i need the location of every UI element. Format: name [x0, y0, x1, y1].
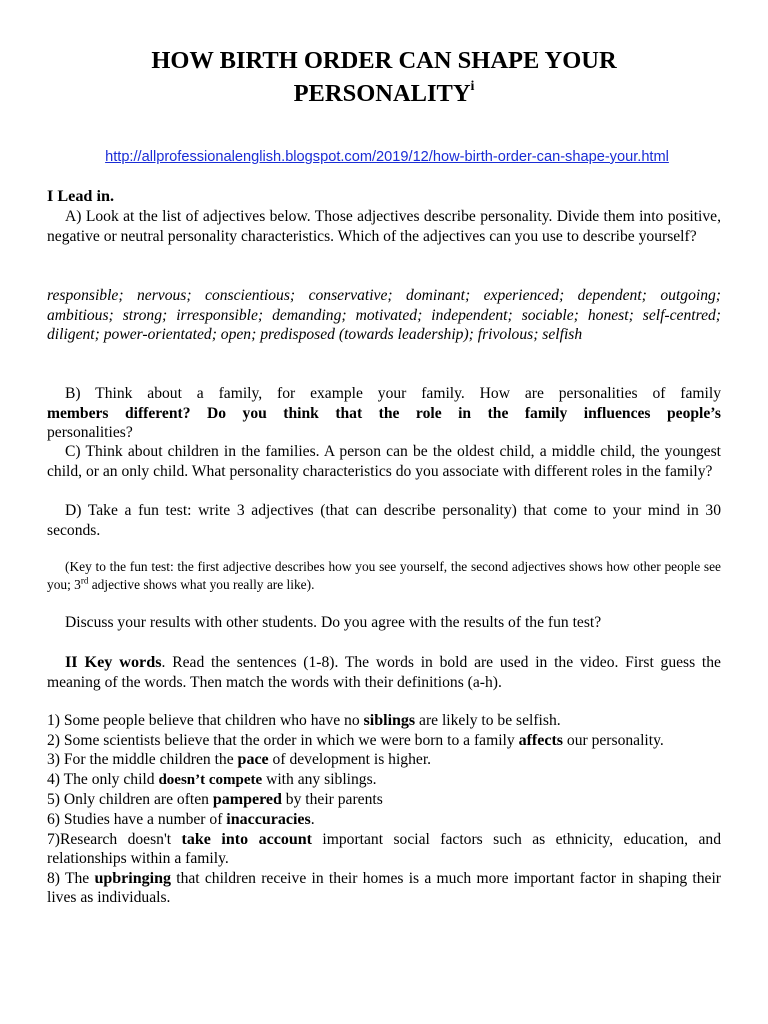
sentence-4: 4) The only child doesn’t compete with any siblings.	[47, 770, 377, 788]
lead-in-heading: I Lead in.	[47, 187, 115, 205]
discuss-text: Discuss your results with other students. Do you agree with the results of the fun test?	[65, 614, 602, 631]
sentence-5: 5) Only children are often pampered by their parents	[47, 791, 383, 809]
sentence-7: 7)Research doesn't take into account important social factors such as ethnicity, education, and relationships within a family.	[47, 830, 722, 868]
lead-in-b-text: B) Think about a family, for example your family. How are personalities of family members different? Do you think that the role in the family influences people’s personalities?	[47, 385, 721, 442]
sentence-1: 1) Some people believe that children who have no siblings are likely to be selfish.	[47, 712, 561, 729]
title-line-1: HOW BIRTH ORDER CAN SHAPE YOUR	[151, 47, 617, 74]
source-link[interactable]: http://allprofessionalenglish.blogspot.com/2019/12/how-birth-order-can-shape-your.html	[105, 149, 669, 165]
title-footnote-mark: i	[470, 78, 475, 94]
sentence-6: 6) Studies have a number of inaccuracies.	[47, 810, 315, 828]
page-title	[47, 44, 721, 110]
sentence-8: 8) The upbringing that children receive in their homes is a much more important factor in shaping their lives as individuals.	[47, 869, 722, 907]
title-line-2: PERSONALITY$^i$	[293, 78, 475, 107]
key-words-heading: II Key words	[65, 653, 162, 671]
sentence-list	[47, 711, 721, 908]
sentence-3: 3) For the middle children the pace of development is higher.	[47, 751, 432, 769]
fun-test-key: (Key to the fun test: the first adjective describes how you see yourself, the second adjectives shows how other people see you; 3rd adjective shows what you really are like).	[47, 559, 721, 592]
sentence-2: 2) Some scientists believe that the order in which we were born to a family affects our personality.	[47, 731, 664, 749]
key-words-intro: II Key words. Read the sentences (1-8). The words in bold are used in the video. First guess the meaning of the words. Then match the words with their definitions (a-h).	[47, 653, 721, 691]
lead-in-d-text: D) Take a fun test: write 3 adjectives (that can describe personality) that come to your mind in 30 seconds.	[47, 502, 721, 539]
lead-in-c-text: C) Think about children in the families. A person can be the oldest child, a middle child, the youngest child, or an only child. What personality characteristics do you associate with different roles in the family?	[47, 443, 721, 480]
lead-in-a-text: A) Look at the list of adjectives below. Those adjectives describe personality. Divide them into positive, negative or neutral personality characteristics. Which of the adjectives can you use to describe yourself?	[47, 208, 721, 245]
adjective-list: responsible; nervous; conscientious; conservative; dominant; experienced; dependent; outgoing; ambitious; strong; irresponsible; demanding; motivated; independent; sociable; honest; self-centred; diligent; power-orientated; open; predisposed (towards leadership); frivolous; selfish	[47, 287, 721, 344]
